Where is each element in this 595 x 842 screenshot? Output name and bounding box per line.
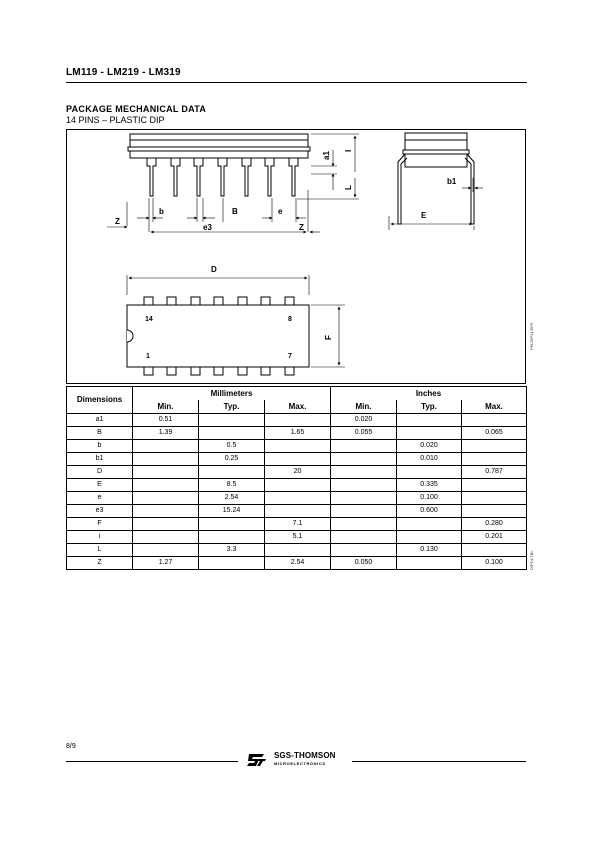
section-title: PACKAGE MECHANICAL DATA: [66, 104, 207, 114]
inches-header: Inches: [331, 387, 527, 401]
table-cell-in-typ: [397, 557, 462, 570]
table-cell-in-max: [462, 544, 527, 557]
st-logo-icon: [246, 752, 268, 768]
table-cell-mm-min: [133, 440, 199, 453]
table-row: [67, 414, 527, 427]
table-row: [67, 427, 527, 440]
table-cell-mm-min: [133, 479, 199, 492]
table-row: [67, 505, 527, 518]
table-cell-in-max: [462, 479, 527, 492]
table-cell-mm-min: [133, 453, 199, 466]
table-header-row: [67, 387, 527, 401]
table-cell-mm-max: 20: [265, 466, 331, 479]
table-cell-in-typ: [397, 427, 462, 440]
table-cell-in-max: 0.201: [462, 531, 527, 544]
table-cell-in-min: [331, 531, 397, 544]
table-cell-in-typ: 0.020: [397, 440, 462, 453]
table-cell-mm-typ: [199, 518, 265, 531]
table-code: DIP14.TBL: [529, 550, 534, 570]
table-cell-mm-typ: [199, 427, 265, 440]
table-cell-mm-typ: [199, 557, 265, 570]
in-typ-header: Typ.: [397, 400, 462, 414]
table-cell-in-max: [462, 505, 527, 518]
table-cell-mm-min: [133, 531, 199, 544]
table-cell-dim: b: [67, 440, 133, 453]
table-cell-mm-max: [265, 479, 331, 492]
table-cell-mm-typ: 2.54: [199, 492, 265, 505]
table-cell-mm-max: 7.1: [265, 518, 331, 531]
table-cell-mm-max: [265, 453, 331, 466]
pin-label-1: 1: [146, 353, 150, 360]
side-view: [107, 134, 359, 232]
table-cell-mm-min: 1.27: [133, 557, 199, 570]
table-row: [67, 440, 527, 453]
table-row: [67, 531, 527, 544]
table-row: [67, 518, 527, 531]
table-row: [67, 492, 527, 505]
millimeters-header: Millimeters: [133, 387, 331, 401]
table-cell-in-max: 0.065: [462, 427, 527, 440]
table-cell-dim: i: [67, 531, 133, 544]
table-cell-mm-typ: 8.5: [199, 479, 265, 492]
label-i: I: [344, 149, 353, 152]
table-cell-mm-typ: 15.24: [199, 505, 265, 518]
label-b1: b1: [447, 177, 457, 186]
table-row: [67, 453, 527, 466]
table-cell-in-typ: [397, 518, 462, 531]
table-cell-dim: e: [67, 492, 133, 505]
table-cell-in-min: [331, 440, 397, 453]
label-e3: e3: [203, 223, 212, 232]
end-view: [389, 133, 483, 230]
label-a1: a1: [322, 151, 331, 160]
drawing-code: PM-DIP14.EPS: [529, 322, 534, 350]
footer-brand: SGS-THOMSON: [274, 751, 336, 760]
table-cell-in-max: [462, 440, 527, 453]
table-cell-mm-min: [133, 505, 199, 518]
table-cell-dim: L: [67, 544, 133, 557]
table-cell-dim: e3: [67, 505, 133, 518]
pin-label-14: 14: [145, 316, 153, 323]
label-b-large: B: [232, 207, 238, 216]
table-cell-in-typ: 0.100: [397, 492, 462, 505]
mechanical-drawing: [66, 129, 526, 384]
table-cell-mm-typ: [199, 414, 265, 427]
table-row: [67, 466, 527, 479]
table-cell-in-max: [462, 414, 527, 427]
header-rule: [66, 82, 527, 83]
table-cell-mm-min: 1.39: [133, 427, 199, 440]
table-cell-mm-max: 5.1: [265, 531, 331, 544]
table-cell-in-min: [331, 453, 397, 466]
label-b-small: b: [159, 207, 164, 216]
label-l: L: [344, 185, 353, 190]
table-cell-in-max: 0.280: [462, 518, 527, 531]
page-number: 8/9: [66, 743, 76, 750]
table-body: [67, 414, 527, 570]
table-cell-mm-min: [133, 518, 199, 531]
table-cell-in-min: [331, 505, 397, 518]
table-cell-mm-min: [133, 492, 199, 505]
table-cell-mm-max: [265, 440, 331, 453]
table-cell-in-min: 0.050: [331, 557, 397, 570]
table-cell-in-typ: [397, 414, 462, 427]
table-row: [67, 479, 527, 492]
table-cell-mm-max: [265, 505, 331, 518]
table-cell-in-min: 0.055: [331, 427, 397, 440]
table-cell-mm-typ: 3.3: [199, 544, 265, 557]
table-cell-mm-max: 2.54: [265, 557, 331, 570]
table-cell-mm-max: [265, 544, 331, 557]
label-f: F: [324, 335, 333, 340]
table-cell-mm-typ: [199, 531, 265, 544]
table-cell-dim: a1: [67, 414, 133, 427]
label-e: e: [278, 207, 283, 216]
table-cell-dim: Z: [67, 557, 133, 570]
package-drawing-svg: [67, 130, 527, 385]
label-d: D: [211, 265, 217, 274]
table-cell-mm-typ: [199, 466, 265, 479]
table-cell-dim: D: [67, 466, 133, 479]
section-subtitle: 14 PINS – PLASTIC DIP: [66, 115, 165, 125]
dimensions-table: [66, 386, 527, 570]
table-cell-in-max: 0.100: [462, 557, 527, 570]
label-z-left: Z: [115, 217, 120, 226]
footer-rule-left: [66, 761, 238, 762]
table-cell-in-min: [331, 544, 397, 557]
label-e-width: E: [421, 211, 427, 220]
table-cell-in-min: 0.020: [331, 414, 397, 427]
in-max-header: Max.: [462, 400, 527, 414]
table-cell-in-min: [331, 518, 397, 531]
table-cell-mm-typ: 0.5: [199, 440, 265, 453]
table-cell-mm-min: 0.51: [133, 414, 199, 427]
side-view-pins: [147, 158, 298, 196]
table-cell-in-typ: 0.130: [397, 544, 462, 557]
table-cell-in-max: [462, 492, 527, 505]
table-cell-mm-max: 1.65: [265, 427, 331, 440]
table-row: [67, 557, 527, 570]
table-cell-mm-max: [265, 492, 331, 505]
table-cell-mm-typ: 0.25: [199, 453, 265, 466]
table-cell-mm-max: [265, 414, 331, 427]
table-cell-in-max: 0.787: [462, 466, 527, 479]
table-cell-in-typ: [397, 531, 462, 544]
table-cell-mm-min: [133, 544, 199, 557]
table-cell-dim: E: [67, 479, 133, 492]
table-cell-in-min: [331, 492, 397, 505]
mm-typ-header: Typ.: [199, 400, 265, 414]
dimensions-header: Dimensions: [67, 387, 133, 414]
table-cell-in-min: [331, 466, 397, 479]
pin-label-7: 7: [288, 353, 292, 360]
table-cell-in-typ: 0.010: [397, 453, 462, 466]
mm-max-header: Max.: [265, 400, 331, 414]
footer-rule-right: [352, 761, 526, 762]
table-cell-in-typ: 0.335: [397, 479, 462, 492]
footer-brand-sub: MICROELECTRONICS: [274, 761, 326, 766]
pin-label-8: 8: [288, 316, 292, 323]
table-cell-dim: F: [67, 518, 133, 531]
table-row: [67, 544, 527, 557]
in-min-header: Min.: [331, 400, 397, 414]
table-cell-mm-min: [133, 466, 199, 479]
table-cell-dim: b1: [67, 453, 133, 466]
top-view: [127, 275, 345, 375]
table-cell-in-typ: [397, 466, 462, 479]
table-cell-dim: B: [67, 427, 133, 440]
mm-min-header: Min.: [133, 400, 199, 414]
label-z-right: Z: [299, 223, 304, 232]
table-cell-in-max: [462, 453, 527, 466]
table-subheader-row: [67, 400, 527, 414]
page-header-title: LM119 - LM219 - LM319: [66, 67, 181, 78]
table-cell-in-typ: 0.600: [397, 505, 462, 518]
table-cell-in-min: [331, 479, 397, 492]
